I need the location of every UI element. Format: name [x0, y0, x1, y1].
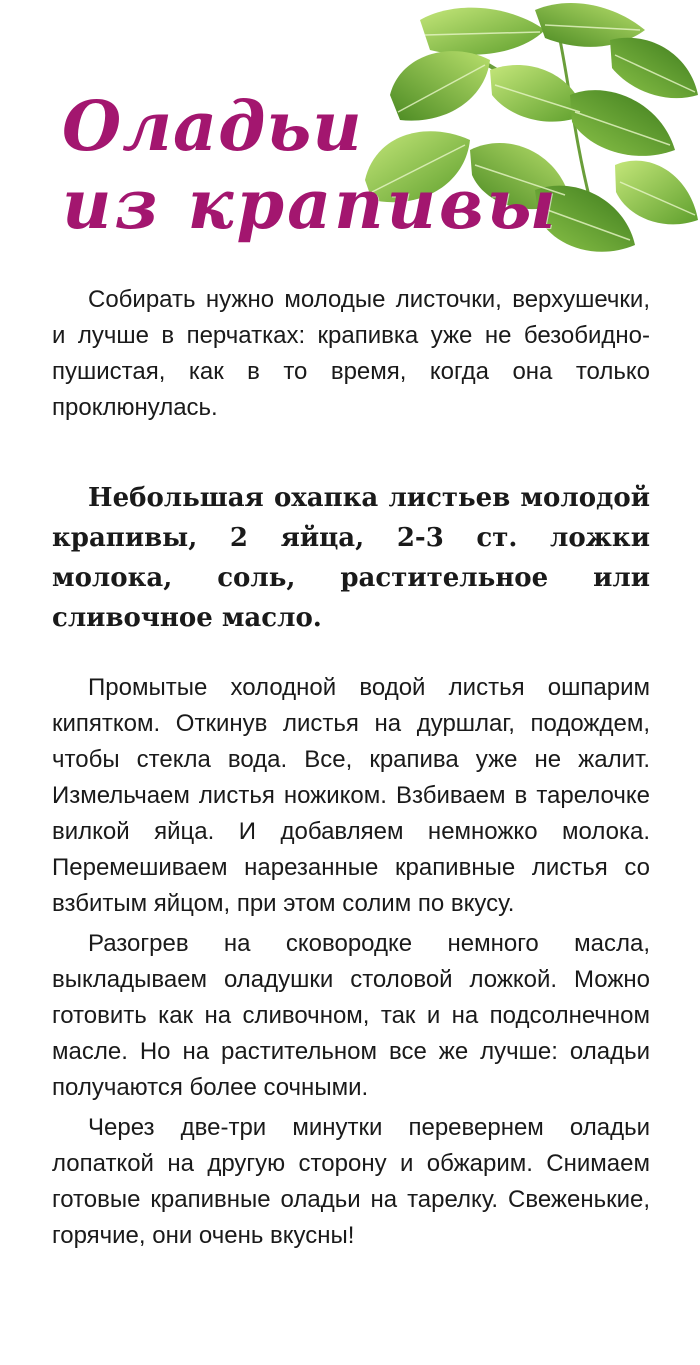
recipe-title [62, 88, 559, 244]
intro-paragraph: Собирать нужно молодые листочки, верхушечки, и лучше в перчатках: крапивка уже не безобидно-пушистая, как в то время, когда она только проклюнулась. [52, 286, 650, 421]
title-line-2: из крапивы [62, 165, 559, 245]
method-paragraph-3: Через две-три минутки перевернем оладьи лопаткой на другую сторону и обжарим. Снимаем готовые крапивные оладьи на тарелку. Свеженькие, горячие, они очень вкусны! [52, 1114, 650, 1249]
title-line-1: Оладьи [62, 87, 363, 167]
method-section [52, 670, 650, 1254]
intro-section [52, 282, 650, 426]
method-paragraph-2: Разогрев на сковородке немного масла, выкладываем оладушки столовой ложкой. Можно готовить как на сливочном, так и на подсолнечном масле. Но на растительном все же лучше: оладьи получаются более сочными. [52, 930, 650, 1101]
method-paragraph-1: Промытые холодной водой листья ошпарим кипятком. Откинув листья на дуршлаг, подождем, чтобы стекла вода. Все, крапива уже не жалит. Измельчаем листья ножиком. Взбиваем в тарелочке вилкой яйца. И добавляем немножко молока. Перемешиваем нарезанные крапивные листья со взбитым яйцом, при этом солим по вкусу. [52, 674, 650, 917]
ingredients-paragraph: Небольшая охапка листьев молодой крапивы, 2 яйца, 2-3 ст. ложки молока, соль, растительное или сливочное масло. [52, 483, 650, 633]
